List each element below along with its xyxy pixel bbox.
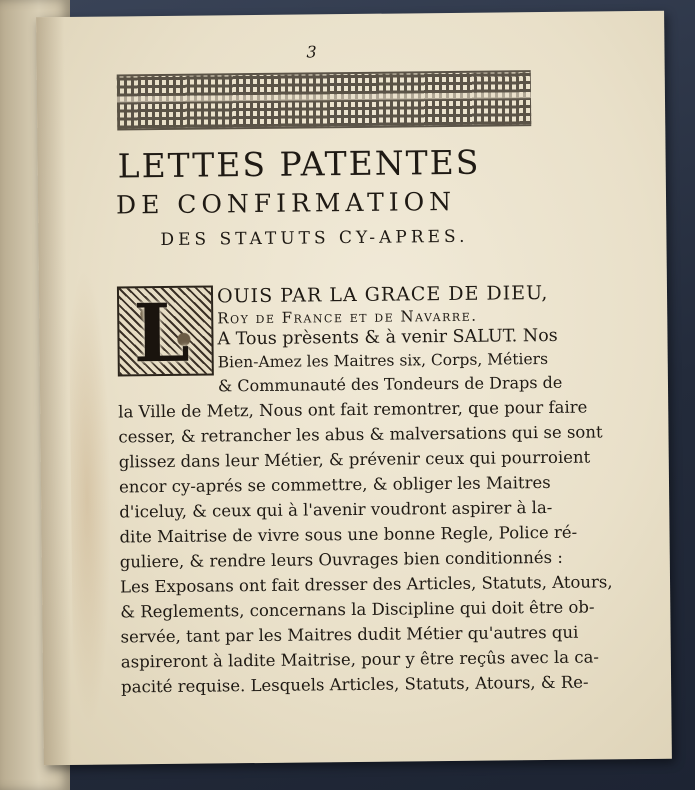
- body-line-8: glissez dans leur Métier, & prévenir ceux qui pourroient: [118, 447, 591, 472]
- title-line-1: LETTES PATENTES: [117, 142, 481, 186]
- body-line-6: la Ville de Metz, Nous ont fait remontrer, que pour faire: [118, 397, 588, 422]
- body-line-13: Les Exposans ont fait dresser des Articles, Statuts, Atours,: [119, 572, 613, 597]
- title-line-3: DES STATUTS CY-APRES.: [160, 226, 469, 251]
- body-line-15: servée, tant par les Maitres dudit Métier qu'autres qui: [120, 622, 579, 647]
- body-line-5: & Communauté des Tondeurs de Draps de: [217, 372, 563, 396]
- body-line-2: Roy de France et de Navarre.: [217, 306, 478, 328]
- drop-cap-letter: L: [132, 285, 191, 381]
- page-number: 3: [306, 42, 317, 62]
- document-page: [36, 11, 672, 766]
- body-line-7: cesser, & retrancher les abus & malversations qui se sont: [118, 422, 603, 447]
- drop-cap-frame: [117, 285, 214, 381]
- body-line-17: pacité requise. Lesquels Articles, Statuts, Atours, & Re-: [121, 672, 589, 697]
- page-stain: [69, 267, 114, 727]
- body-line-9: encor cy-aprés se commettre, & obliger les Maitres: [118, 472, 551, 497]
- body-line-12: guliere, & rendre leurs Ouvrages bien conditionnés :: [119, 547, 563, 572]
- body-line-4: Bien-Amez les Maitres six, Corps, Métiers: [217, 349, 549, 372]
- body-line-11: dite Maitrise de vivre sous une bonne Regle, Police ré-: [119, 522, 578, 547]
- body-line-1: OUIS PAR LA GRACE DE DIEU,: [216, 281, 549, 308]
- body-line-10: d'iceluy, & ceux qui à l'avenir voudront aspirer à la-: [119, 497, 553, 522]
- title-line-2: DE CONFIRMATION: [115, 186, 457, 220]
- body-line-16: aspireront à ladite Maitrise, pour y être reçûs avec la ca-: [120, 647, 600, 672]
- body-line-14: & Reglements, concernans la Discipline qui doit être ob-: [120, 597, 595, 622]
- body-line-3: A Tous prèsents & à venir SALUT. Nos: [217, 325, 558, 350]
